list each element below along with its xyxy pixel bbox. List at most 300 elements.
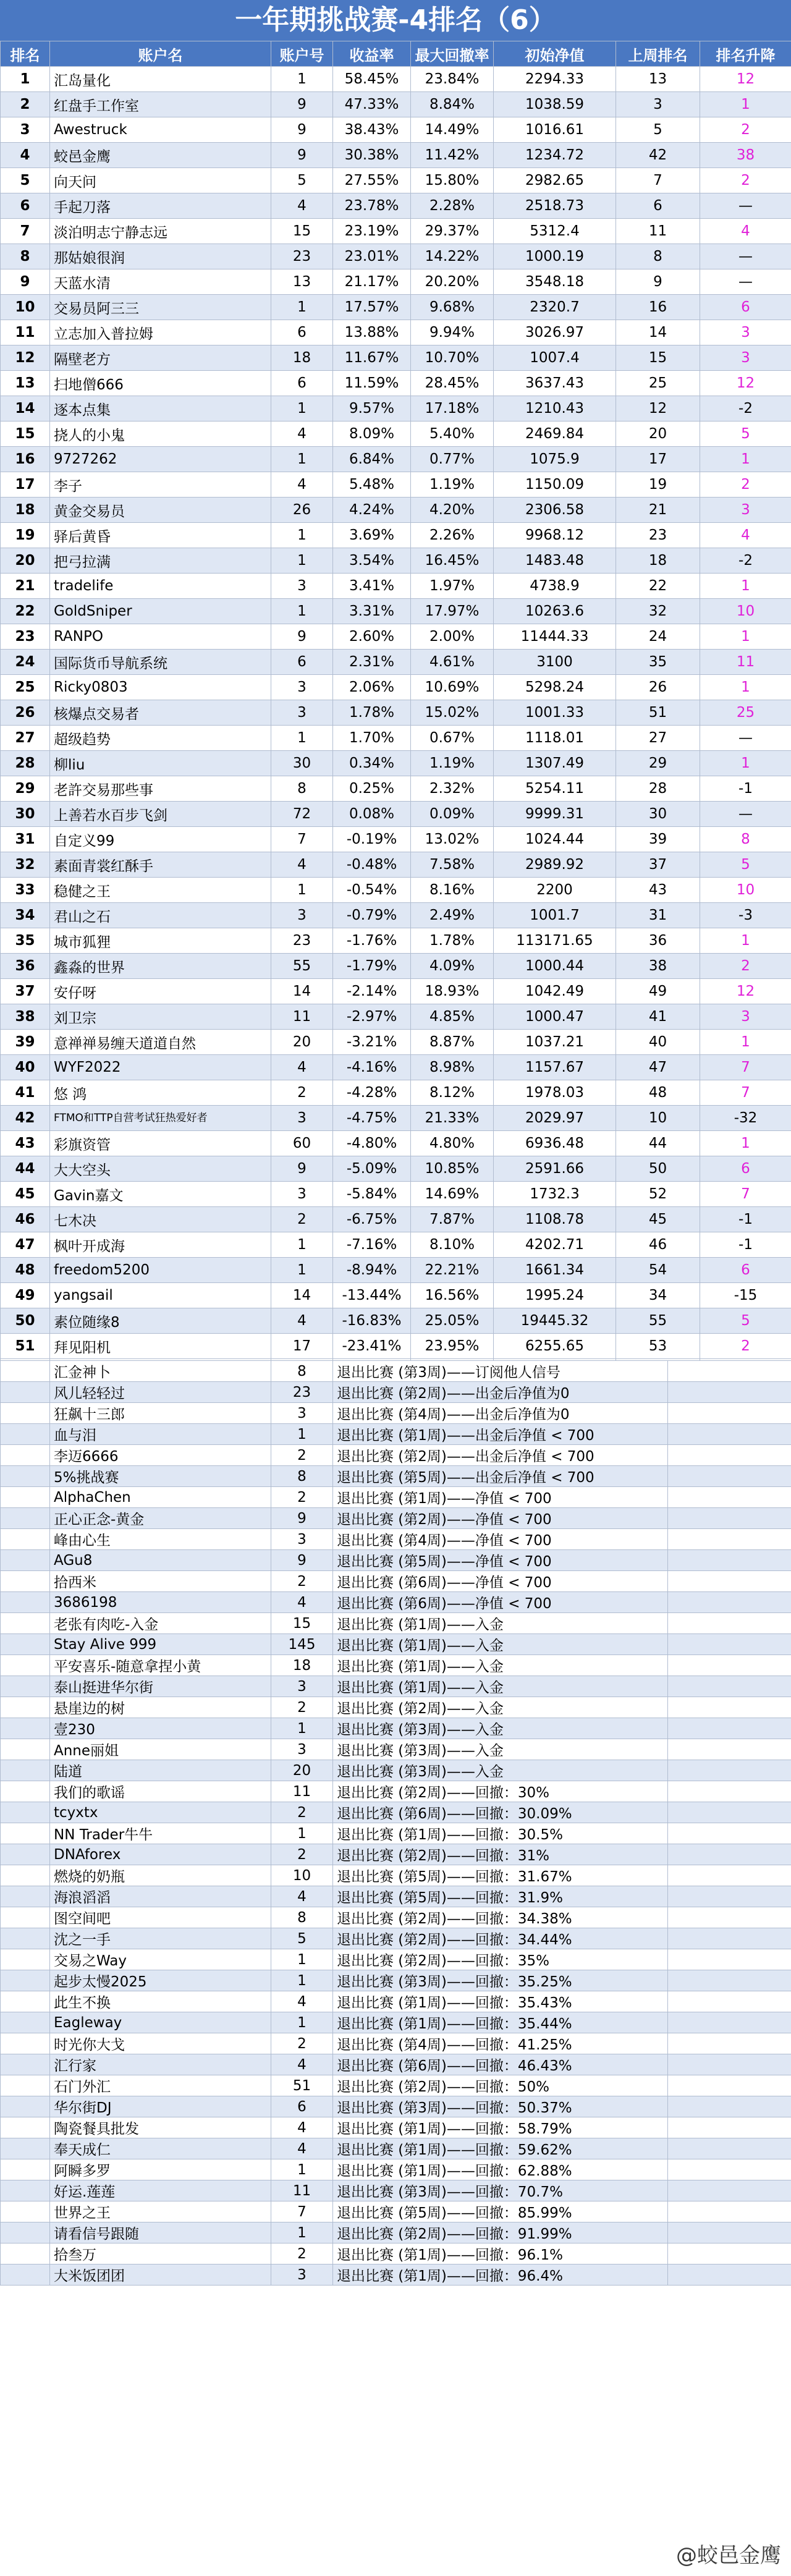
table-row xyxy=(1,979,791,1004)
exit-empty-cell xyxy=(668,1403,791,1424)
exit-account-no-cell: 4 xyxy=(271,1886,333,1907)
exit-empty-cell xyxy=(1,1445,50,1466)
account-no-cell: 1 xyxy=(271,878,333,903)
exit-empty-cell xyxy=(1,2180,50,2201)
return-cell: -5.09% xyxy=(333,1156,411,1182)
table-row xyxy=(1,700,791,726)
account-no-cell: 26 xyxy=(271,498,333,523)
drawdown-cell: 13.02% xyxy=(411,827,494,852)
exit-empty-cell xyxy=(668,1823,791,1844)
exit-empty-cell xyxy=(668,1781,791,1802)
initial-nav-cell: 2989.92 xyxy=(494,852,616,878)
exit-row xyxy=(1,1445,791,1466)
rank-change-cell: 2 xyxy=(700,954,791,979)
exit-empty-cell xyxy=(668,1550,791,1571)
drawdown-cell: 22.21% xyxy=(411,1258,494,1283)
rank-cell: 4 xyxy=(1,143,50,168)
exit-account-no-cell: 9 xyxy=(271,1508,333,1529)
name-cell: 彩旗资管 xyxy=(50,1131,271,1156)
return-cell: 11.59% xyxy=(333,371,411,396)
return-cell: -13.44% xyxy=(333,1283,411,1308)
drawdown-cell: 29.37% xyxy=(411,219,494,244)
exit-row xyxy=(1,1676,791,1697)
table-row xyxy=(1,954,791,979)
account-no-cell: 11 xyxy=(271,1004,333,1030)
exit-name-cell: 世界之王 xyxy=(50,2201,271,2222)
drawdown-cell: 7.58% xyxy=(411,852,494,878)
drawdown-cell: 1.19% xyxy=(411,751,494,776)
exit-reason-cell: 退出比赛 (第1周)——回撤：96.4% xyxy=(333,2265,668,2286)
exit-empty-cell xyxy=(1,1571,50,1592)
name-cell: 挠人的小鬼 xyxy=(50,422,271,447)
exit-empty-cell xyxy=(668,1760,791,1781)
return-cell: 0.25% xyxy=(333,776,411,802)
exit-empty-cell xyxy=(1,2033,50,2054)
name-cell: yangsail xyxy=(50,1283,271,1308)
return-cell: 6.84% xyxy=(333,447,411,472)
exit-empty-cell xyxy=(668,1613,791,1634)
exit-name-cell: 石门外汇 xyxy=(50,2075,271,2096)
exit-account-no-cell: 2 xyxy=(271,1844,333,1865)
exit-empty-cell xyxy=(1,2265,50,2286)
exit-empty-cell xyxy=(668,2054,791,2075)
rank-change-cell: -1 xyxy=(700,776,791,802)
table-row xyxy=(1,903,791,928)
header-account-no: 账户号 xyxy=(271,41,333,67)
table-row xyxy=(1,269,791,295)
exit-reason-cell: 退出比赛 (第2周)——回撤：50% xyxy=(333,2075,668,2096)
name-cell: 淡泊明志宁静志远 xyxy=(50,219,271,244)
name-cell: 悠 鸿 xyxy=(50,1080,271,1106)
watermark: @蛟邑金鹰 xyxy=(676,2543,781,2568)
rank-change-cell: 1 xyxy=(700,447,791,472)
drawdown-cell: 1.19% xyxy=(411,472,494,498)
exit-reason-cell: 退出比赛 (第1周)——入金 xyxy=(333,1613,668,1634)
last-rank-cell: 32 xyxy=(616,599,700,624)
exit-account-no-cell: 3 xyxy=(271,1676,333,1697)
exit-empty-cell xyxy=(668,1928,791,1949)
exit-row xyxy=(1,1739,791,1760)
exit-row xyxy=(1,1382,791,1403)
exit-reason-cell: 退出比赛 (第3周)——入金 xyxy=(333,1718,668,1739)
table-header-row xyxy=(1,41,791,67)
exit-empty-cell xyxy=(1,1592,50,1613)
rank-change-cell: -1 xyxy=(700,1207,791,1232)
account-no-cell: 9 xyxy=(271,117,333,143)
exit-account-no-cell: 18 xyxy=(271,1655,333,1676)
last-rank-cell: 48 xyxy=(616,1080,700,1106)
rank-cell: 3 xyxy=(1,117,50,143)
last-rank-cell: 49 xyxy=(616,979,700,1004)
return-cell: -3.21% xyxy=(333,1030,411,1055)
header-initial-nav: 初始净值 xyxy=(494,41,616,67)
exit-empty-cell xyxy=(1,2243,50,2265)
account-no-cell: 1 xyxy=(271,548,333,574)
exit-name-cell: 起步太慢2025 xyxy=(50,1970,271,1991)
exit-reason-cell: 退出比赛 (第4周)——净值 < 700 xyxy=(333,1529,668,1550)
initial-nav-cell: 9968.12 xyxy=(494,523,616,548)
exit-row xyxy=(1,1508,791,1529)
rank-cell: 20 xyxy=(1,548,50,574)
name-cell: 黄金交易员 xyxy=(50,498,271,523)
exit-name-cell: 拾西米 xyxy=(50,1571,271,1592)
account-no-cell: 6 xyxy=(271,650,333,675)
initial-nav-cell: 1024.44 xyxy=(494,827,616,852)
exit-empty-cell xyxy=(668,2075,791,2096)
initial-nav-cell: 1007.4 xyxy=(494,345,616,371)
last-rank-cell: 40 xyxy=(616,1030,700,1055)
rank-cell: 15 xyxy=(1,422,50,447)
initial-nav-cell: 1307.49 xyxy=(494,751,616,776)
initial-nav-cell: 2982.65 xyxy=(494,168,616,193)
drawdown-cell: 2.32% xyxy=(411,776,494,802)
table-row xyxy=(1,624,791,650)
initial-nav-cell: 5254.11 xyxy=(494,776,616,802)
exit-reason-cell: 退出比赛 (第2周)——回撤：35% xyxy=(333,1949,668,1970)
last-rank-cell: 7 xyxy=(616,168,700,193)
rank-change-cell: — xyxy=(700,269,791,295)
exit-empty-cell xyxy=(668,2096,791,2117)
initial-nav-cell: 1001.33 xyxy=(494,700,616,726)
name-cell: 柳liu xyxy=(50,751,271,776)
exit-name-cell: 好运.莲莲 xyxy=(50,2180,271,2201)
exit-empty-cell xyxy=(668,1886,791,1907)
last-rank-cell: 36 xyxy=(616,928,700,954)
table-row xyxy=(1,143,791,168)
exit-row xyxy=(1,2012,791,2033)
last-rank-cell: 52 xyxy=(616,1182,700,1207)
exit-row xyxy=(1,2222,791,2243)
exit-empty-cell xyxy=(1,1550,50,1571)
account-no-cell: 17 xyxy=(271,1334,333,1359)
last-rank-cell: 3 xyxy=(616,92,700,117)
initial-nav-cell: 19445.32 xyxy=(494,1308,616,1334)
exit-empty-cell xyxy=(1,1928,50,1949)
initial-nav-cell: 2591.66 xyxy=(494,1156,616,1182)
exit-row xyxy=(1,1361,791,1382)
last-rank-cell: 55 xyxy=(616,1308,700,1334)
account-no-cell: 3 xyxy=(271,1182,333,1207)
exit-row xyxy=(1,1403,791,1424)
exit-account-no-cell: 5 xyxy=(271,1928,333,1949)
rank-change-cell: -32 xyxy=(700,1106,791,1131)
table-row xyxy=(1,320,791,345)
exit-empty-cell xyxy=(1,1886,50,1907)
exit-name-cell: 海浪滔滔 xyxy=(50,1886,271,1907)
return-cell: 5.48% xyxy=(333,472,411,498)
rank-change-cell: -2 xyxy=(700,396,791,422)
rank-cell: 27 xyxy=(1,726,50,751)
initial-nav-cell: 2518.73 xyxy=(494,193,616,219)
drawdown-cell: 15.80% xyxy=(411,168,494,193)
rank-cell: 9 xyxy=(1,269,50,295)
last-rank-cell: 23 xyxy=(616,523,700,548)
header-last-rank: 上周排名 xyxy=(616,41,700,67)
exit-name-cell: 风儿轻轻过 xyxy=(50,1382,271,1403)
name-cell: RANPO xyxy=(50,624,271,650)
drawdown-cell: 10.69% xyxy=(411,675,494,700)
rank-cell: 22 xyxy=(1,599,50,624)
exit-empty-cell xyxy=(1,2054,50,2075)
table-row xyxy=(1,852,791,878)
exit-row xyxy=(1,2265,791,2286)
exit-empty-cell xyxy=(668,2159,791,2180)
exit-reason-cell: 退出比赛 (第1周)——回撤：58.79% xyxy=(333,2117,668,2138)
rank-change-cell: 12 xyxy=(700,979,791,1004)
table-row xyxy=(1,878,791,903)
exit-name-cell: 沈之一手 xyxy=(50,1928,271,1949)
rank-change-cell: 1 xyxy=(700,624,791,650)
exit-row xyxy=(1,2138,791,2159)
name-cell: 蛟邑金鹰 xyxy=(50,143,271,168)
initial-nav-cell: 1038.59 xyxy=(494,92,616,117)
table-row xyxy=(1,726,791,751)
exit-account-no-cell: 1 xyxy=(271,1970,333,1991)
rank-cell: 19 xyxy=(1,523,50,548)
return-cell: 11.67% xyxy=(333,345,411,371)
rank-cell: 48 xyxy=(1,1258,50,1283)
account-no-cell: 2 xyxy=(271,1207,333,1232)
exit-account-no-cell: 8 xyxy=(271,1361,333,1382)
table-row xyxy=(1,1080,791,1106)
rank-change-cell: 3 xyxy=(700,320,791,345)
drawdown-cell: 23.95% xyxy=(411,1334,494,1359)
name-cell: 手起刀落 xyxy=(50,193,271,219)
exit-reason-cell: 退出比赛 (第2周)——出金后净值 < 700 xyxy=(333,1445,668,1466)
return-cell: 9.57% xyxy=(333,396,411,422)
rank-cell: 33 xyxy=(1,878,50,903)
last-rank-cell: 14 xyxy=(616,320,700,345)
exit-reason-cell: 退出比赛 (第5周)——回撤：31.67% xyxy=(333,1865,668,1886)
account-no-cell: 9 xyxy=(271,143,333,168)
account-no-cell: 7 xyxy=(271,827,333,852)
table-row xyxy=(1,295,791,320)
exit-empty-cell xyxy=(668,1592,791,1613)
exit-empty-cell xyxy=(668,1676,791,1697)
initial-nav-cell: 1732.3 xyxy=(494,1182,616,1207)
exit-row xyxy=(1,1592,791,1613)
account-no-cell: 3 xyxy=(271,574,333,599)
exit-empty-cell xyxy=(668,2243,791,2265)
initial-nav-cell: 11444.33 xyxy=(494,624,616,650)
last-rank-cell: 37 xyxy=(616,852,700,878)
drawdown-cell: 16.45% xyxy=(411,548,494,574)
initial-nav-cell: 5298.24 xyxy=(494,675,616,700)
drawdown-cell: 8.16% xyxy=(411,878,494,903)
drawdown-cell: 8.10% xyxy=(411,1232,494,1258)
account-no-cell: 1 xyxy=(271,1232,333,1258)
initial-nav-cell: 4202.71 xyxy=(494,1232,616,1258)
return-cell: -2.97% xyxy=(333,1004,411,1030)
name-cell: 上善若水百步飞剑 xyxy=(50,802,271,827)
drawdown-cell: 5.40% xyxy=(411,422,494,447)
drawdown-cell: 28.45% xyxy=(411,371,494,396)
exit-reason-cell: 退出比赛 (第6周)——回撤：46.43% xyxy=(333,2054,668,2075)
drawdown-cell: 0.77% xyxy=(411,447,494,472)
exit-empty-cell xyxy=(1,2201,50,2222)
last-rank-cell: 47 xyxy=(616,1055,700,1080)
name-cell: 稳健之王 xyxy=(50,878,271,903)
exit-table xyxy=(0,1360,791,2286)
exit-account-no-cell: 3 xyxy=(271,1739,333,1760)
exit-empty-cell xyxy=(668,1655,791,1676)
exit-row xyxy=(1,2117,791,2138)
rank-change-cell: 7 xyxy=(700,1080,791,1106)
exit-empty-cell xyxy=(1,1634,50,1655)
exit-row xyxy=(1,1928,791,1949)
exit-row xyxy=(1,1613,791,1634)
exit-row xyxy=(1,1991,791,2012)
name-cell: 立志加入普拉姆 xyxy=(50,320,271,345)
name-cell: 自定义99 xyxy=(50,827,271,852)
last-rank-cell: 50 xyxy=(616,1156,700,1182)
last-rank-cell: 10 xyxy=(616,1106,700,1131)
rank-cell: 51 xyxy=(1,1334,50,1359)
drawdown-cell: 14.69% xyxy=(411,1182,494,1207)
rank-cell: 5 xyxy=(1,168,50,193)
rank-change-cell: 11 xyxy=(700,650,791,675)
exit-reason-cell: 退出比赛 (第1周)——入金 xyxy=(333,1676,668,1697)
exit-reason-cell: 退出比赛 (第2周)——回撤：30% xyxy=(333,1781,668,1802)
exit-account-no-cell: 145 xyxy=(271,1634,333,1655)
account-no-cell: 9 xyxy=(271,1156,333,1182)
last-rank-cell: 18 xyxy=(616,548,700,574)
name-cell: 李子 xyxy=(50,472,271,498)
last-rank-cell: 43 xyxy=(616,878,700,903)
table-row xyxy=(1,1308,791,1334)
exit-account-no-cell: 10 xyxy=(271,1865,333,1886)
name-cell: 扫地僧666 xyxy=(50,371,271,396)
exit-empty-cell xyxy=(668,1382,791,1403)
exit-empty-cell xyxy=(668,1949,791,1970)
drawdown-cell: 4.80% xyxy=(411,1131,494,1156)
rank-cell: 30 xyxy=(1,802,50,827)
last-rank-cell: 22 xyxy=(616,574,700,599)
exit-row xyxy=(1,1550,791,1571)
rank-cell: 38 xyxy=(1,1004,50,1030)
account-no-cell: 3 xyxy=(271,1106,333,1131)
drawdown-cell: 4.09% xyxy=(411,954,494,979)
header-rank-change: 排名升降 xyxy=(700,41,791,67)
exit-empty-cell xyxy=(668,2138,791,2159)
initial-nav-cell: 1000.47 xyxy=(494,1004,616,1030)
exit-name-cell: 汇行家 xyxy=(50,2054,271,2075)
name-cell: 隔壁老方 xyxy=(50,345,271,371)
name-cell: 把弓拉满 xyxy=(50,548,271,574)
exit-row xyxy=(1,2075,791,2096)
account-no-cell: 4 xyxy=(271,472,333,498)
header-rank: 排名 xyxy=(1,41,50,67)
exit-empty-cell xyxy=(1,1403,50,1424)
exit-row xyxy=(1,1529,791,1550)
exit-account-no-cell: 7 xyxy=(271,2201,333,2222)
exit-name-cell: 平安喜乐-随意拿捏小黄 xyxy=(50,1655,271,1676)
drawdown-cell: 10.85% xyxy=(411,1156,494,1182)
rank-change-cell: 10 xyxy=(700,878,791,903)
exit-empty-cell xyxy=(668,1529,791,1550)
initial-nav-cell: 9999.31 xyxy=(494,802,616,827)
last-rank-cell: 42 xyxy=(616,143,700,168)
initial-nav-cell: 1157.67 xyxy=(494,1055,616,1080)
rank-cell: 10 xyxy=(1,295,50,320)
rank-change-cell: 5 xyxy=(700,422,791,447)
table-row xyxy=(1,447,791,472)
drawdown-cell: 14.22% xyxy=(411,244,494,269)
exit-row xyxy=(1,1907,791,1928)
return-cell: 2.31% xyxy=(333,650,411,675)
exit-reason-cell: 退出比赛 (第1周)——回撤：96.1% xyxy=(333,2243,668,2265)
return-cell: 1.78% xyxy=(333,700,411,726)
drawdown-cell: 0.67% xyxy=(411,726,494,751)
return-cell: -4.75% xyxy=(333,1106,411,1131)
exit-reason-cell: 退出比赛 (第6周)——回撤：30.09% xyxy=(333,1802,668,1823)
drawdown-cell: 18.93% xyxy=(411,979,494,1004)
table-row xyxy=(1,371,791,396)
exit-empty-cell xyxy=(668,2265,791,2286)
exit-empty-cell xyxy=(668,1865,791,1886)
exit-empty-cell xyxy=(1,1718,50,1739)
drawdown-cell: 17.97% xyxy=(411,599,494,624)
initial-nav-cell: 2200 xyxy=(494,878,616,903)
exit-reason-cell: 退出比赛 (第3周)——入金 xyxy=(333,1739,668,1760)
last-rank-cell: 54 xyxy=(616,1258,700,1283)
return-cell: 2.60% xyxy=(333,624,411,650)
exit-name-cell: 泰山挺进华尔街 xyxy=(50,1676,271,1697)
rank-cell: 14 xyxy=(1,396,50,422)
account-no-cell: 13 xyxy=(271,269,333,295)
last-rank-cell: 13 xyxy=(616,67,700,92)
rank-change-cell: 6 xyxy=(700,1156,791,1182)
name-cell: 七木决 xyxy=(50,1207,271,1232)
exit-name-cell: 拾叁万 xyxy=(50,2243,271,2265)
exit-empty-cell xyxy=(668,2222,791,2243)
exit-reason-cell: 退出比赛 (第1周)——回撤：35.44% xyxy=(333,2012,668,2033)
return-cell: -0.54% xyxy=(333,878,411,903)
exit-account-no-cell: 20 xyxy=(271,1760,333,1781)
exit-account-no-cell: 23 xyxy=(271,1382,333,1403)
exit-name-cell: 壹230 xyxy=(50,1718,271,1739)
initial-nav-cell: 2029.97 xyxy=(494,1106,616,1131)
exit-row xyxy=(1,1970,791,1991)
exit-empty-cell xyxy=(1,1865,50,1886)
exit-empty-cell xyxy=(1,1802,50,1823)
exit-reason-cell: 退出比赛 (第1周)——回撤：30.5% xyxy=(333,1823,668,1844)
name-cell: 大大空头 xyxy=(50,1156,271,1182)
account-no-cell: 1 xyxy=(271,523,333,548)
header-return: 收益率 xyxy=(333,41,411,67)
exit-row xyxy=(1,2033,791,2054)
exit-name-cell: NN Trader牛牛 xyxy=(50,1823,271,1844)
exit-reason-cell: 退出比赛 (第2周)——回撤：31% xyxy=(333,1844,668,1865)
name-cell: 那姑娘很润 xyxy=(50,244,271,269)
drawdown-cell: 8.87% xyxy=(411,1030,494,1055)
last-rank-cell: 53 xyxy=(616,1334,700,1359)
last-rank-cell: 5 xyxy=(616,117,700,143)
exit-empty-cell xyxy=(668,2117,791,2138)
exit-empty-cell xyxy=(1,1823,50,1844)
table-row xyxy=(1,650,791,675)
exit-reason-cell: 退出比赛 (第2周)——入金 xyxy=(333,1697,668,1718)
exit-name-cell: 陶瓷餐具批发 xyxy=(50,2117,271,2138)
exit-name-cell: AGu8 xyxy=(50,1550,271,1571)
return-cell: 58.45% xyxy=(333,67,411,92)
table-row xyxy=(1,675,791,700)
name-cell: GoldSniper xyxy=(50,599,271,624)
account-no-cell: 55 xyxy=(271,954,333,979)
last-rank-cell: 15 xyxy=(616,345,700,371)
exit-empty-cell xyxy=(668,1424,791,1445)
exit-row xyxy=(1,2201,791,2222)
